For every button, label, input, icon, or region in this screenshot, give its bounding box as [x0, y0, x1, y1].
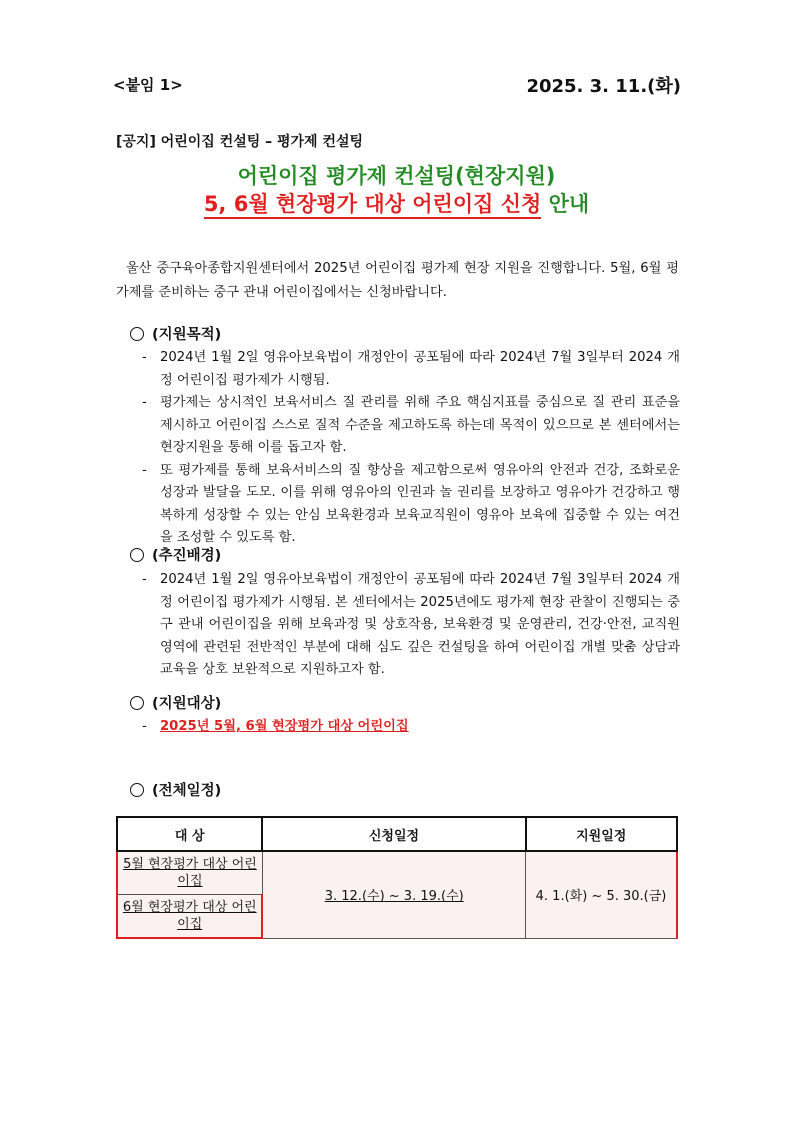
list-item: - 2024년 1월 2일 영유아보육법이 개정안이 공포됨에 따라 2024년 7월 3일부터 2024 개정 어린이집 평가제가 시행됨. [142, 350, 680, 388]
support-period-cell: 4. 1.(화) ~ 5. 30.(금) [526, 851, 678, 938]
apply-period-cell: 3. 12.(수) ~ 3. 19.(수) [262, 851, 525, 938]
circle-bullet-icon [130, 783, 144, 797]
target-cell-june: 6월 현장평가 대상 어린이집 [117, 895, 262, 939]
column-header-support: 지원일정 [526, 817, 678, 851]
list-item: - 평가제는 상시적인 보육서비스 질 관리를 위해 주요 핵심지표를 중심으로 질 관리 표준을 제시하고 어린이집 스스로 질적 수준을 제고하도록 하는데 목적이 있으므로 본 센터에서는 현장지원을 통해 이를 돕고자 함. [142, 395, 680, 455]
target-list [142, 716, 680, 739]
title-line-1: 어린이집 평가제 컨설팅(현장지원) [237, 164, 556, 188]
table-row [117, 851, 677, 895]
intro-paragraph: 울산 중구육아종합지원센터에서 2025년 어린이집 평가제 현장 지원을 진행합니다. 5월, 6월 평가제를 준비하는 중구 관내 어린이집에서는 신청바랍니다. [116, 261, 679, 300]
section-title: (전체일정) [152, 783, 222, 799]
title-line-2 [0, 188, 793, 218]
list-item: - 2024년 1월 2일 영유아보육법이 개정안이 공포됨에 따라 2024년 7월 3일부터 2024 개정 어린이집 평가제가 시행됨. 본 센터에서는 2025년에도 평가제 현장 관찰이 진행되는 중구 관내 어린이집을 위해 보육과정 및 상호작용, 보육환경 및 운영관리, 건강·안전, 교직원 영역에 관련된 전반적인 부분에 대해 심도 깊은 컨설팅을 하여 어린이집 개별 맞춤 상담과 교육을 상호 보완적으로 지원하고자 함. [142, 572, 680, 677]
schedule-table [116, 816, 678, 939]
list-item-text: 2024년 1월 2일 영유아보육법이 개정안이 공포됨에 따라 2024년 7월 3일부터 2024 개정 어린이집 평가제가 시행됨. 본 센터에서는 2025년에도 평가제 현장 관찰이 진행되는 중구 관내 어린이집을 위해 보육과정 및 상호작용, 보육환경 및 운영관리, 건강·안전, 교직원 영역에 관련된 전반적인 부분에 대해 심도 깊은 컨설팅을 하여 어린이집 개별 맞춤 상담과 교육을 상호 보완적으로 지원하고자 함. [160, 572, 680, 677]
circle-bullet-icon [130, 327, 144, 341]
section-title: (추진배경) [152, 548, 222, 564]
section-heading-target [130, 692, 221, 713]
title-highlight: 5, 6월 현장평가 대상 어린이집 신청 [204, 192, 541, 219]
circle-bullet-icon [130, 696, 144, 710]
attachment-label: <붙임 1> [113, 76, 183, 94]
section-heading-background [130, 544, 221, 565]
target-cell-may: 5월 현장평가 대상 어린이집 [117, 851, 262, 895]
circle-bullet-icon [130, 548, 144, 562]
list-item: - 2025년 5월, 6월 현장평가 대상 어린이집 [142, 719, 409, 734]
section-title: (지원목적) [152, 327, 222, 343]
section-title: (지원대상) [152, 696, 222, 712]
title-suffix: 안내 [541, 192, 590, 216]
section-heading-schedule [130, 779, 221, 800]
table-header-row [117, 817, 677, 851]
list-item-text: 2024년 1월 2일 영유아보육법이 개정안이 공포됨에 따라 2024년 7월 3일부터 2024 개정 어린이집 평가제가 시행됨. [160, 350, 680, 388]
background-list [142, 569, 680, 682]
list-item-text: 평가제는 상시적인 보육서비스 질 관리를 위해 주요 핵심지표를 중심으로 질 관리 표준을 제시하고 어린이집 스스로 질적 수준을 제고하도록 하는데 목적이 있으므로 본 센터에서는 현장지원을 통해 이를 돕고자 함. [160, 395, 680, 455]
purpose-list [142, 347, 680, 550]
notice-category: [공지] 어린이집 컨설팅 – 평가제 컨설팅 [116, 134, 364, 150]
section-heading-purpose [130, 323, 221, 344]
list-item-text: 또 평가제를 통해 보육서비스의 질 향상을 제고함으로써 영유아의 안전과 건강, 조화로운 성장과 발달을 도모. 이를 위해 영유아의 인권과 놀 권리를 보장하고 영유아가 건강하고 행복하게 성장할 수 있는 안심 보육환경과 보육교직원이 영유아 보육에 집중할 수 있는 여건을 조성할 수 있도록 함. [160, 462, 680, 545]
target-text: 2025년 5월, 6월 현장평가 대상 어린이집 [160, 719, 409, 734]
column-header-apply: 신청일정 [262, 817, 525, 851]
list-item: - 또 평가제를 통해 보육서비스의 질 향상을 제고함으로써 영유아의 안전과 건강, 조화로운 성장과 발달을 도모. 이를 위해 영유아의 인권과 놀 권리를 보장하고 영유아가 건강하고 행복하게 성장할 수 있는 안심 보육환경과 보육교직원이 영유아 보육에 집중할 수 있는 여건을 조성할 수 있도록 함. [142, 462, 680, 545]
document-date: 2025. 3. 11.(화) [526, 76, 681, 97]
column-header-target: 대 상 [117, 817, 262, 851]
